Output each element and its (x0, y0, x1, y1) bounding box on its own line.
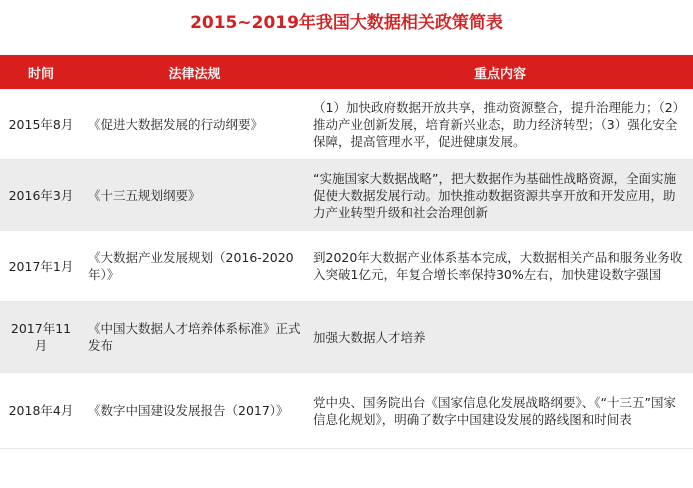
cell-time: 2017年1月 (0, 231, 82, 302)
cell-content: 加强大数据人才培养 (307, 302, 693, 373)
header-content: 重点内容 (307, 55, 693, 89)
cell-law: 《大数据产业发展规划（2016-2020年）》 (82, 231, 307, 302)
page-title: 2015~2019年我国大数据相关政策简表 (190, 13, 503, 33)
cell-content: “实施国家大数据战略”，把大数据作为基础性战略资源，全面实施促使大数据发展行动。加快推动数据资源共享开放和开发应用，助力产业转型升级和社会治理创新 (307, 160, 693, 231)
cell-law: 《促进大数据发展的行动纲要》 (82, 89, 307, 160)
cell-time: 2015年8月 (0, 89, 82, 160)
cell-time: 2017年11月 (0, 302, 82, 373)
header-law: 法律法规 (82, 55, 307, 89)
cell-content: 到2020年大数据产业体系基本完成，大数据相关产品和服务业务收入突破1亿元，年复合增长率保持30%左右，加快建设数字强国 (307, 231, 693, 302)
table-header-row (0, 55, 693, 89)
table-row (0, 160, 693, 231)
table-row (0, 89, 693, 160)
cell-law: 《中国大数据人才培养体系标准》正式发布 (82, 302, 307, 373)
cell-content: （1）加快政府数据开放共享，推动资源整合，提升治理能力；（2）推动产业创新发展，培育新兴业态，助力经济转型；（3）强化安全保障，提高管理水平，促进健康发展。 (307, 89, 693, 160)
table-row (0, 373, 693, 449)
policy-table (0, 55, 693, 449)
cell-law: 《十三五规划纲要》 (82, 160, 307, 231)
table-row (0, 302, 693, 373)
cell-time: 2018年4月 (0, 373, 82, 449)
cell-time: 2016年3月 (0, 160, 82, 231)
cell-content: 党中央、国务院出台《国家信息化发展战略纲要》、《“十三五”国家信息化规划》，明确了数字中国建设发展的路线图和时间表 (307, 373, 693, 449)
table-row (0, 231, 693, 302)
cell-law: 《数字中国建设发展报告（2017）》 (82, 373, 307, 449)
header-time: 时间 (0, 55, 82, 89)
